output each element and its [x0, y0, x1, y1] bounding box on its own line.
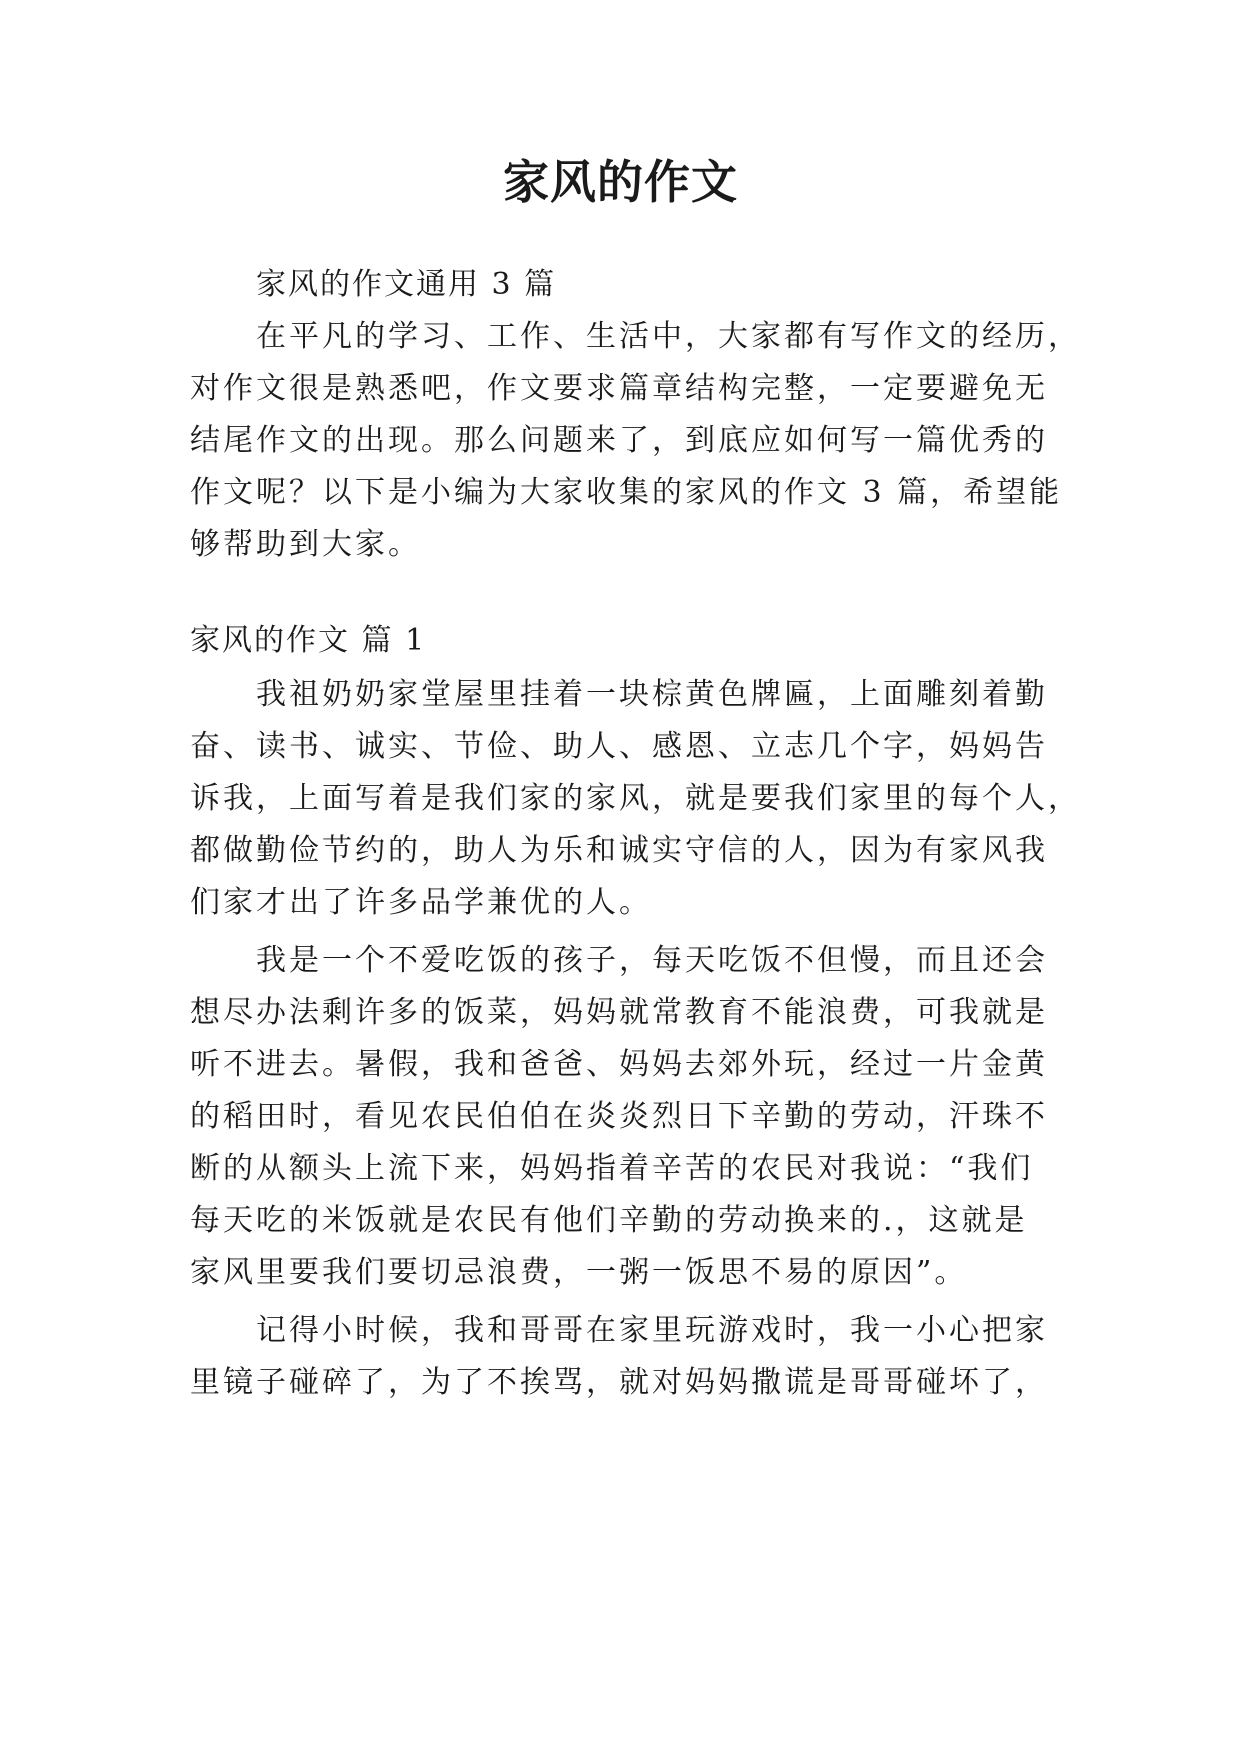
paragraph-line: 听不进去。暑假，我和爸爸、妈妈去郊外玩，经过一片金黄 [190, 1047, 1048, 1082]
section-heading: 家风的作文 篇 1 [190, 623, 427, 658]
paragraph-line: 都做勤俭节约的，助人为乐和诚实守信的人，因为有家风我 [190, 833, 1048, 868]
intro-line: 作文呢？以下是小编为大家收集的家风的作文 3 篇，希望能 [190, 475, 1063, 510]
intro-line: 在平凡的学习、工作、生活中，大家都有写作文的经历， [256, 319, 1081, 354]
paragraph-line: 的稻田时，看见农民伯伯在炎炎烈日下辛勤的劳动，汗珠不 [190, 1099, 1048, 1134]
paragraph-line: 我祖奶奶家堂屋里挂着一块棕黄色牌匾，上面雕刻着勤 [256, 677, 1048, 712]
document-subtitle: 家风的作文通用 3 篇 [256, 267, 557, 302]
paragraph-line: 家风里要我们要切忌浪费，一粥一饭思不易的原因”。 [190, 1255, 968, 1290]
intro-line: 结尾作文的出现。那么问题来了，到底应如何写一篇优秀的 [190, 423, 1048, 458]
paragraph-line: 诉我，上面写着是我们家的家风，就是要我们家里的每个人， [190, 781, 1081, 816]
paragraph-line: 们家才出了许多品学兼优的人。 [190, 885, 652, 920]
paragraph-line: 想尽办法剩许多的饭菜，妈妈就常教育不能浪费，可我就是 [190, 995, 1048, 1030]
document-title: 家风的作文 [503, 155, 738, 209]
paragraph-line: 我是一个不爱吃饭的孩子，每天吃饭不但慢，而且还会 [256, 943, 1048, 978]
paragraph-line: 里镜子碰碎了，为了不挨骂，就对妈妈撒谎是哥哥碰坏了， [190, 1365, 1048, 1400]
intro-line: 对作文很是熟悉吧，作文要求篇章结构完整，一定要避免无 [190, 371, 1048, 406]
intro-line: 够帮助到大家。 [190, 527, 421, 562]
paragraph-line: 奋、读书、诚实、节俭、助人、感恩、立志几个字，妈妈告 [190, 729, 1048, 764]
paragraph-line: 每天吃的米饭就是农民有他们辛勤的劳动换来的.，这就是 [190, 1203, 1028, 1238]
paragraph-line: 记得小时候，我和哥哥在家里玩游戏时，我一小心把家 [256, 1313, 1048, 1348]
paragraph-line: 断的从额头上流下来，妈妈指着辛苦的农民对我说：“我们 [190, 1151, 1034, 1186]
